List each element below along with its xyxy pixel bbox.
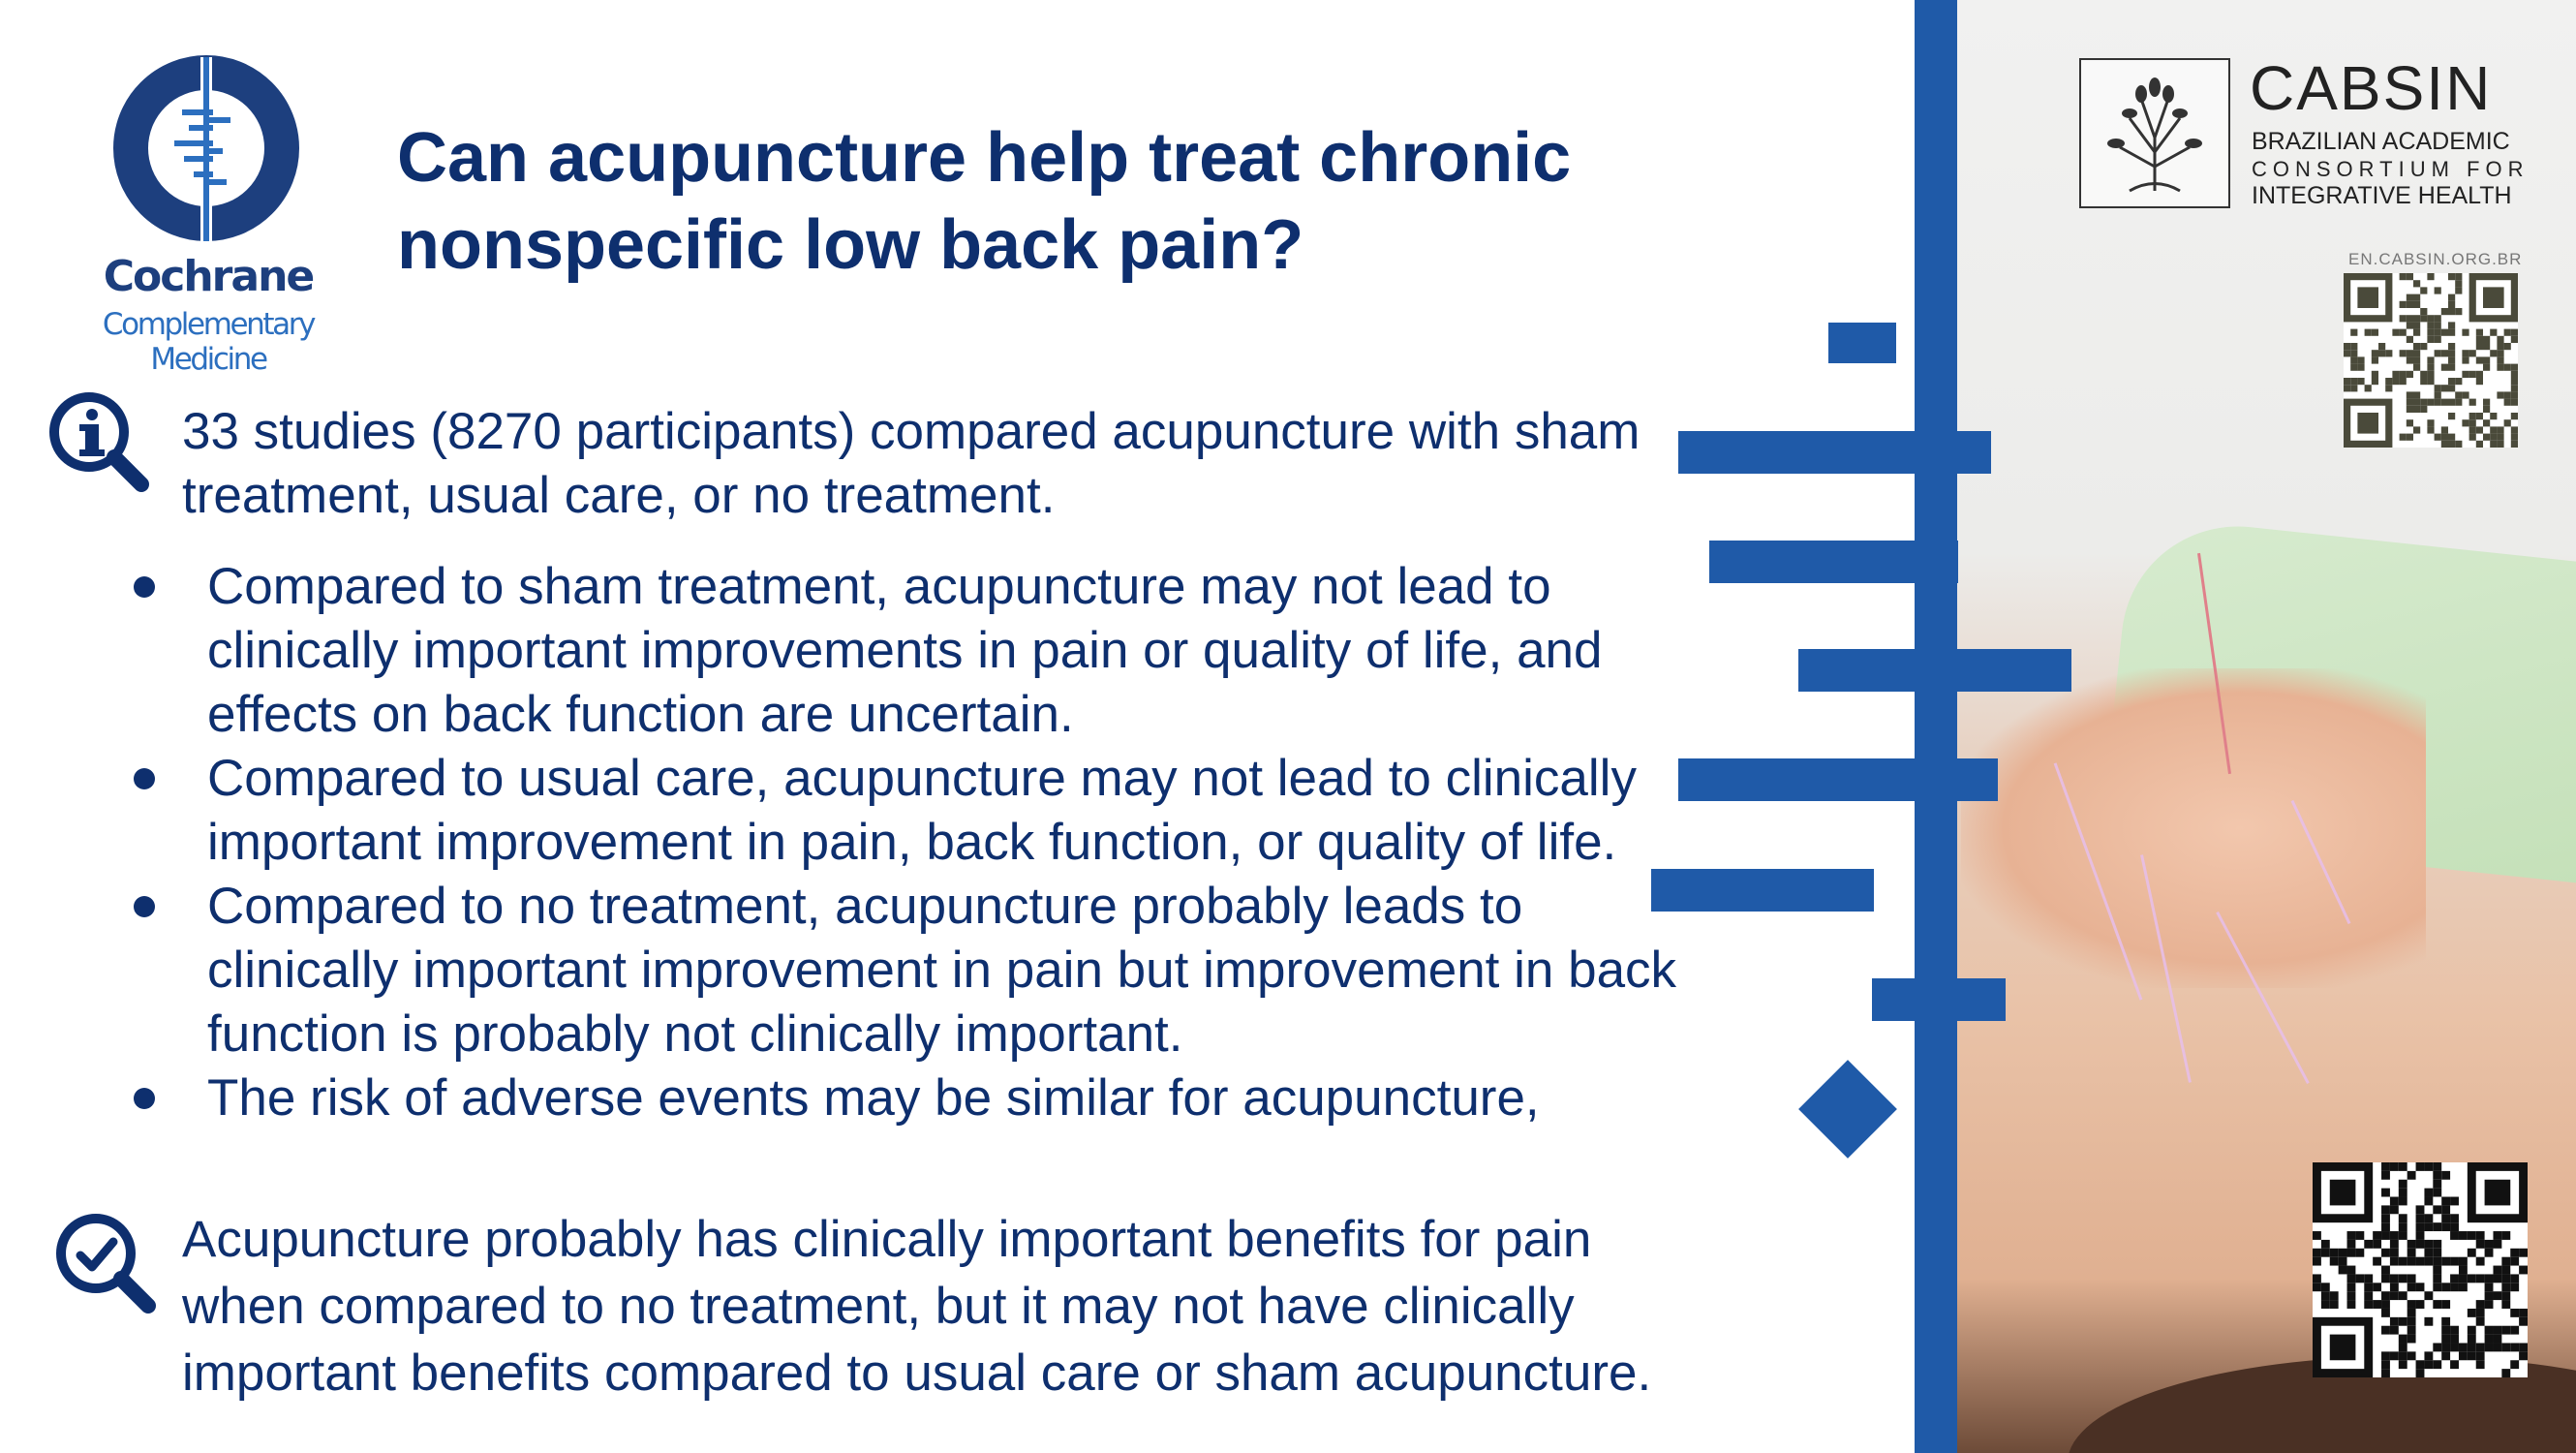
diamond-accent	[1798, 1060, 1897, 1159]
tree-icon	[2081, 60, 2228, 206]
qr-code-icon[interactable]	[2344, 273, 2518, 448]
cochrane-name: Cochrane	[103, 252, 314, 301]
check-magnifier-icon	[53, 1211, 160, 1317]
horizontal-accent-bar	[1872, 978, 2006, 1021]
info-magnifier-icon	[46, 389, 153, 496]
bullet-icon	[134, 1088, 155, 1109]
finding-text: Compared to sham treatment, acupuncture may not lead to clinically important improvements in pain or quality of life, and effects on back function are uncertain.	[207, 558, 1603, 743]
photo-hand	[1961, 668, 2426, 988]
bullet-icon	[134, 576, 155, 598]
qr-code-top	[2344, 273, 2518, 448]
qr-code-bottom	[2313, 1162, 2528, 1377]
list-item	[126, 1067, 1695, 1130]
bullet-icon	[134, 896, 155, 917]
cochrane-logo	[48, 53, 368, 377]
cabsin-logo	[2079, 53, 2530, 213]
cabsin-url: EN.CABSIN.ORG.BR	[2348, 250, 2523, 268]
vertical-accent-bar	[1915, 0, 1957, 1453]
horizontal-accent-bar	[1678, 431, 1991, 474]
conclusion-text: Acupuncture probably has clinically important benefits for pain when compared to no treatment, but it may not have clinically important benefits compared to usual care or sham acupuncture.	[182, 1211, 1652, 1402]
cabsin-line1: BRAZILIAN ACADEMIC	[2252, 128, 2510, 155]
page-title: Can acupuncture help treat chronic nonspecific low back pain?	[397, 119, 1572, 284]
cochrane-subtitle: Complementary Medicine	[102, 307, 315, 377]
list-item	[126, 555, 1695, 747]
bullet-icon	[134, 768, 155, 789]
horizontal-accent-bar	[1828, 323, 1896, 363]
finding-text: The risk of adverse events may be similar for acupuncture,	[207, 1069, 1540, 1127]
qr-code-icon[interactable]	[2313, 1162, 2528, 1377]
finding-text: Compared to no treatment, acupuncture probably leads to clinically important improvement in pain but improvement in back function is probably not clinically important.	[207, 878, 1677, 1063]
cabsin-line3: INTEGRATIVE HEALTH	[2252, 182, 2512, 209]
cabsin-name: CABSIN	[2250, 53, 2493, 123]
list-item	[126, 875, 1695, 1067]
findings-list	[126, 555, 1695, 1130]
intro-text: 33 studies (8270 participants) compared acupuncture with sham treatment, usual care, or no treatment.	[182, 403, 1641, 524]
cabsin-emblem-box	[2079, 58, 2230, 208]
horizontal-accent-bar	[1798, 649, 2071, 692]
cochrane-emblem-icon	[48, 53, 368, 257]
finding-text: Compared to usual care, acupuncture may not lead to clinically important improvement in pain, back function, or quality of life.	[207, 750, 1637, 871]
horizontal-accent-bar	[1678, 758, 1998, 801]
horizontal-accent-bar	[1709, 541, 1958, 583]
cabsin-line2: CONSORTIUM FOR	[2252, 157, 2530, 181]
list-item	[126, 747, 1695, 875]
